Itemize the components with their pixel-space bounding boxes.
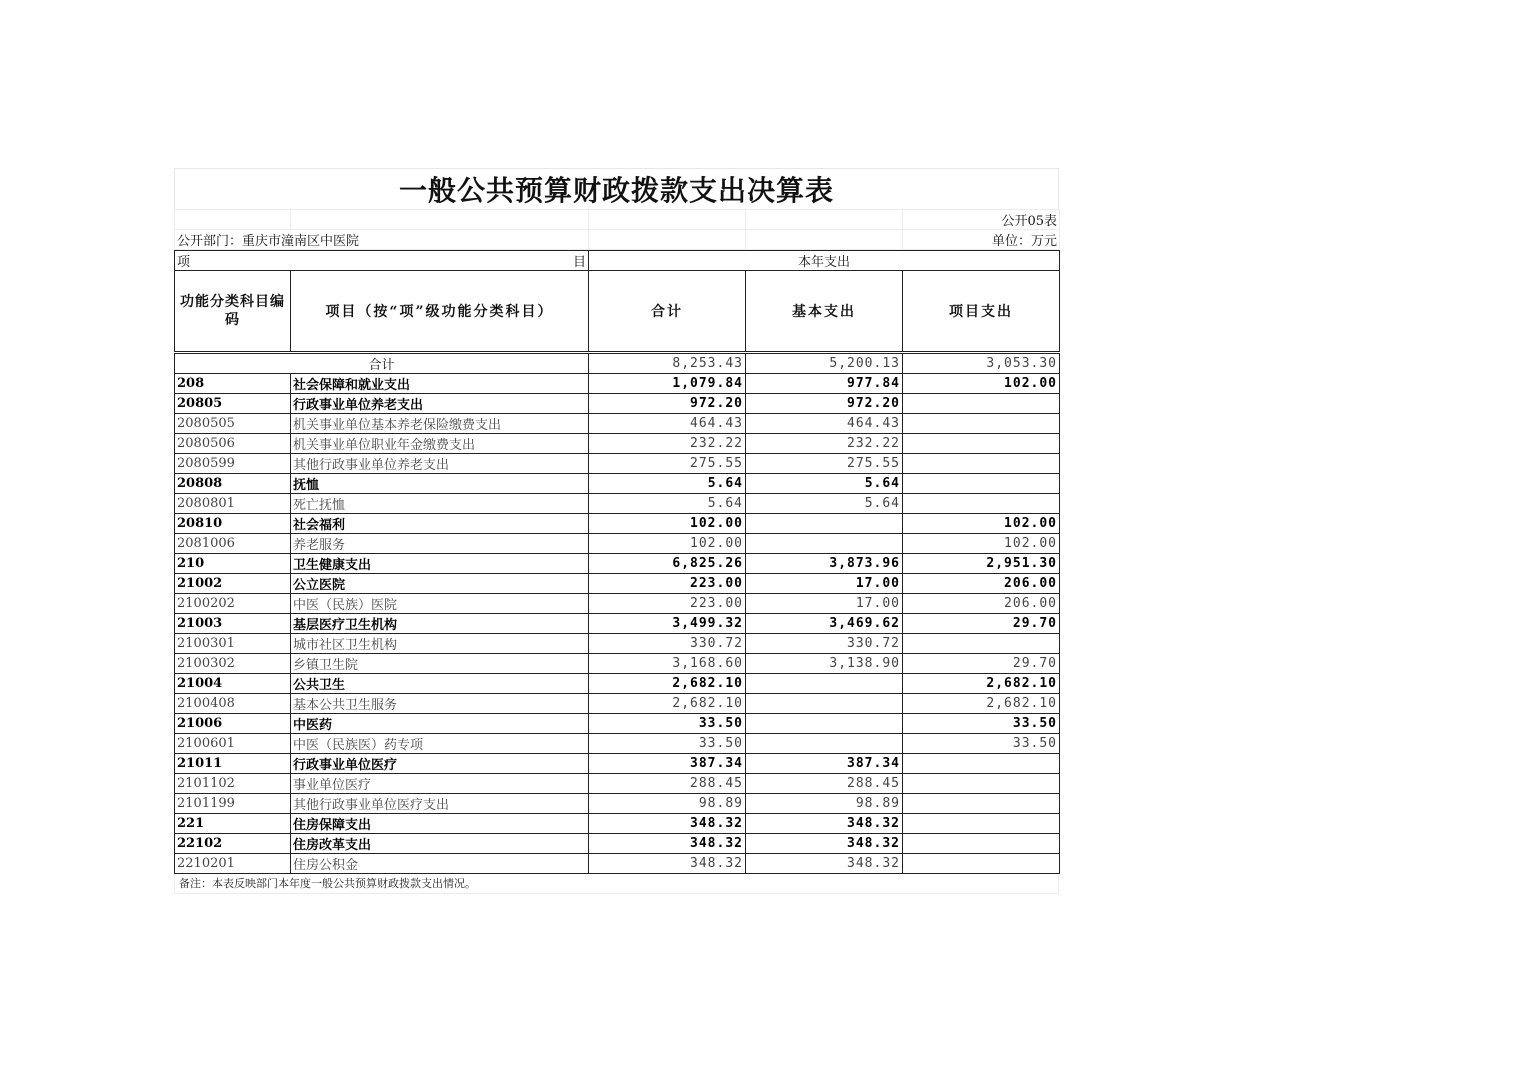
row-project	[903, 794, 1060, 814]
row-total: 972.20	[589, 394, 746, 414]
table-row	[175, 654, 1060, 674]
footnote: 备注：本表反映部门本年度一般公共预算财政拨款支出情况。	[174, 874, 1059, 894]
row-code: 2080599	[175, 454, 291, 474]
row-total: 288.45	[589, 774, 746, 794]
row-project	[903, 814, 1060, 834]
row-project: 2,951.30	[903, 554, 1060, 574]
row-code: 210	[175, 554, 291, 574]
row-name: 基层医疗卫生机构	[291, 614, 589, 634]
row-name: 社会保障和就业支出	[291, 374, 589, 394]
header-name: 项目（按“项”级功能分类科目）	[291, 271, 589, 353]
row-total: 3,499.32	[589, 614, 746, 634]
row-basic: 5.64	[746, 474, 903, 494]
table-row	[175, 514, 1060, 534]
row-name: 公立医院	[291, 574, 589, 594]
row-name: 住房公积金	[291, 854, 589, 874]
row-total: 348.32	[589, 834, 746, 854]
row-code: 2101199	[175, 794, 291, 814]
row-basic: 3,138.90	[746, 654, 903, 674]
total-row	[175, 353, 1060, 374]
row-project	[903, 834, 1060, 854]
table-row	[175, 374, 1060, 394]
total-project: 3,053.30	[903, 353, 1060, 374]
row-name: 行政事业单位医疗	[291, 754, 589, 774]
row-project	[903, 414, 1060, 434]
row-total: 348.32	[589, 854, 746, 874]
row-basic: 330.72	[746, 634, 903, 654]
row-project	[903, 634, 1060, 654]
row-code: 221	[175, 814, 291, 834]
row-code: 20810	[175, 514, 291, 534]
table-row	[175, 634, 1060, 654]
row-project: 102.00	[903, 514, 1060, 534]
table-row	[175, 534, 1060, 554]
row-project	[903, 774, 1060, 794]
table-row	[175, 714, 1060, 734]
row-name: 住房保障支出	[291, 814, 589, 834]
total-label: 合计	[175, 353, 589, 374]
row-project: 2,682.10	[903, 674, 1060, 694]
unit-label: 单位：万元	[903, 230, 1060, 250]
row-code: 2100202	[175, 594, 291, 614]
row-basic: 275.55	[746, 454, 903, 474]
row-code: 21011	[175, 754, 291, 774]
row-total: 275.55	[589, 454, 746, 474]
row-code: 2100302	[175, 654, 291, 674]
table-row	[175, 554, 1060, 574]
table-row	[175, 394, 1060, 414]
table-row	[175, 414, 1060, 434]
row-total: 5.64	[589, 474, 746, 494]
row-name: 社会福利	[291, 514, 589, 534]
table-row	[175, 434, 1060, 454]
row-name: 死亡抚恤	[291, 494, 589, 514]
row-basic: 3,469.62	[746, 614, 903, 634]
row-total: 102.00	[589, 534, 746, 554]
row-name: 机关事业单位职业年金缴费支出	[291, 434, 589, 454]
row-project	[903, 434, 1060, 454]
row-code: 21003	[175, 614, 291, 634]
row-total: 98.89	[589, 794, 746, 814]
row-basic: 288.45	[746, 774, 903, 794]
row-total: 33.50	[589, 734, 746, 754]
row-total: 2,682.10	[589, 674, 746, 694]
row-code: 2210201	[175, 854, 291, 874]
row-total: 387.34	[589, 754, 746, 774]
row-name: 城市社区卫生机构	[291, 634, 589, 654]
row-name: 其他行政事业单位医疗支出	[291, 794, 589, 814]
header-basic: 基本支出	[746, 271, 903, 353]
table-row	[175, 814, 1060, 834]
row-total: 223.00	[589, 574, 746, 594]
total-basic: 5,200.13	[746, 353, 903, 374]
sheet-meta	[174, 209, 1060, 250]
row-project: 206.00	[903, 574, 1060, 594]
header-current-year: 本年支出	[589, 251, 1060, 271]
row-name: 卫生健康支出	[291, 554, 589, 574]
row-code: 2100601	[175, 734, 291, 754]
row-basic	[746, 674, 903, 694]
row-basic: 348.32	[746, 854, 903, 874]
row-project	[903, 754, 1060, 774]
table-row	[175, 774, 1060, 794]
header-item: 项 目	[175, 251, 589, 271]
row-basic	[746, 694, 903, 714]
row-project	[903, 494, 1060, 514]
row-total: 33.50	[589, 714, 746, 734]
row-total: 464.43	[589, 414, 746, 434]
row-code: 21004	[175, 674, 291, 694]
table-row	[175, 694, 1060, 714]
row-basic: 3,873.96	[746, 554, 903, 574]
row-basic: 348.32	[746, 834, 903, 854]
table-row	[175, 754, 1060, 774]
row-total: 348.32	[589, 814, 746, 834]
row-basic: 98.89	[746, 794, 903, 814]
table-row	[175, 734, 1060, 754]
row-code: 20808	[175, 474, 291, 494]
row-code: 22102	[175, 834, 291, 854]
row-code: 2081006	[175, 534, 291, 554]
row-project	[903, 454, 1060, 474]
row-basic	[746, 734, 903, 754]
row-code: 2100408	[175, 694, 291, 714]
row-project	[903, 474, 1060, 494]
row-total: 5.64	[589, 494, 746, 514]
row-basic: 972.20	[746, 394, 903, 414]
row-project: 102.00	[903, 374, 1060, 394]
table-row	[175, 854, 1060, 874]
row-project: 206.00	[903, 594, 1060, 614]
row-project: 29.70	[903, 654, 1060, 674]
table-row	[175, 674, 1060, 694]
row-basic: 5.64	[746, 494, 903, 514]
row-name: 养老服务	[291, 534, 589, 554]
row-code: 2100301	[175, 634, 291, 654]
row-total: 223.00	[589, 594, 746, 614]
row-name: 中医（民族医）药专项	[291, 734, 589, 754]
table-row	[175, 454, 1060, 474]
table-number: 公开05表	[903, 210, 1060, 230]
header-row-2	[175, 271, 1060, 353]
row-total: 3,168.60	[589, 654, 746, 674]
row-code: 21002	[175, 574, 291, 594]
row-basic	[746, 534, 903, 554]
row-total: 232.22	[589, 434, 746, 454]
header-total: 合计	[589, 271, 746, 353]
budget-sheet	[174, 168, 1059, 894]
row-code: 2101102	[175, 774, 291, 794]
row-project: 33.50	[903, 734, 1060, 754]
row-basic: 232.22	[746, 434, 903, 454]
row-code: 21006	[175, 714, 291, 734]
row-name: 行政事业单位养老支出	[291, 394, 589, 414]
row-project: 2,682.10	[903, 694, 1060, 714]
total-sum: 8,253.43	[589, 353, 746, 374]
row-code: 2080506	[175, 434, 291, 454]
row-code: 2080505	[175, 414, 291, 434]
table-row	[175, 834, 1060, 854]
row-code: 2080801	[175, 494, 291, 514]
row-basic	[746, 714, 903, 734]
row-name: 基本公共卫生服务	[291, 694, 589, 714]
row-name: 中医药	[291, 714, 589, 734]
header-code: 功能分类科目编码	[175, 271, 291, 353]
table-row	[175, 494, 1060, 514]
header-project: 项目支出	[903, 271, 1060, 353]
row-name: 机关事业单位基本养老保险缴费支出	[291, 414, 589, 434]
row-total: 102.00	[589, 514, 746, 534]
row-name: 乡镇卫生院	[291, 654, 589, 674]
row-code: 20805	[175, 394, 291, 414]
row-basic	[746, 514, 903, 534]
row-project	[903, 854, 1060, 874]
row-total: 1,079.84	[589, 374, 746, 394]
row-basic: 17.00	[746, 574, 903, 594]
row-total: 330.72	[589, 634, 746, 654]
expenditure-table	[174, 250, 1060, 874]
page-title: 一般公共预算财政拨款支出决算表	[174, 168, 1059, 209]
row-basic: 387.34	[746, 754, 903, 774]
row-basic: 464.43	[746, 414, 903, 434]
row-name: 事业单位医疗	[291, 774, 589, 794]
row-name: 住房改革支出	[291, 834, 589, 854]
row-total: 6,825.26	[589, 554, 746, 574]
department-label: 公开部门：重庆市潼南区中医院	[175, 230, 589, 250]
row-project: 29.70	[903, 614, 1060, 634]
row-project	[903, 394, 1060, 414]
row-code: 208	[175, 374, 291, 394]
row-basic: 977.84	[746, 374, 903, 394]
row-name: 中医（民族）医院	[291, 594, 589, 614]
row-project: 102.00	[903, 534, 1060, 554]
table-body	[175, 374, 1060, 874]
table-row	[175, 574, 1060, 594]
table-row	[175, 474, 1060, 494]
table-row	[175, 614, 1060, 634]
row-total: 2,682.10	[589, 694, 746, 714]
table-row	[175, 794, 1060, 814]
row-basic: 348.32	[746, 814, 903, 834]
header-row-1	[175, 251, 1060, 271]
row-name: 公共卫生	[291, 674, 589, 694]
row-basic: 17.00	[746, 594, 903, 614]
row-name: 其他行政事业单位养老支出	[291, 454, 589, 474]
row-name: 抚恤	[291, 474, 589, 494]
table-row	[175, 594, 1060, 614]
row-project: 33.50	[903, 714, 1060, 734]
